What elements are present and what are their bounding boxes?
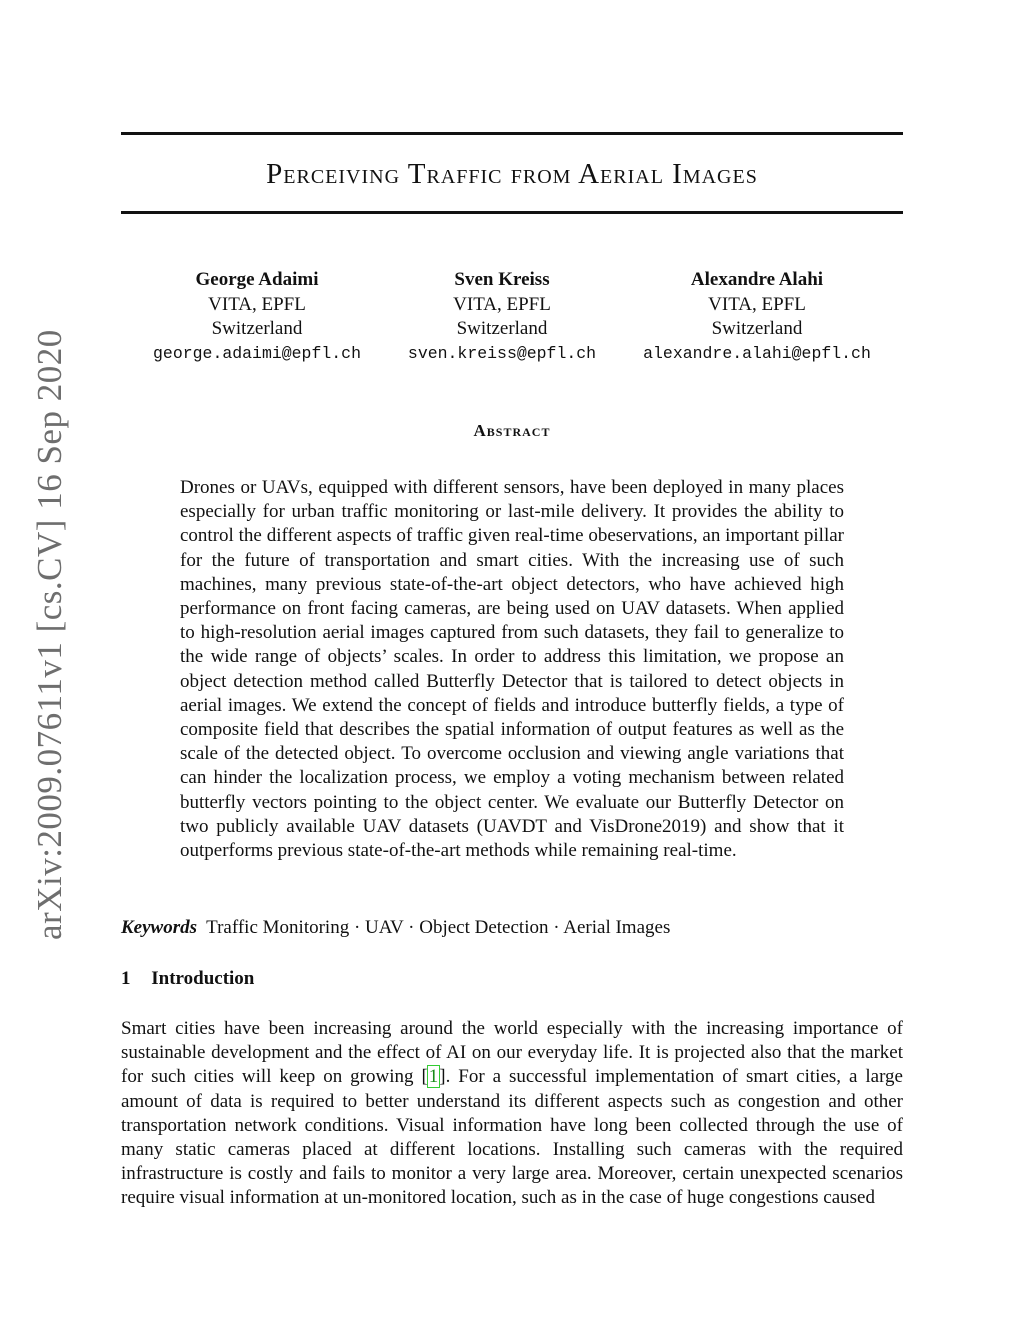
author-email[interactable]: alexandre.alahi@epfl.ch — [643, 343, 871, 363]
keywords-line — [121, 917, 903, 939]
author-country: Switzerland — [711, 318, 803, 339]
title-rule-bottom — [121, 211, 903, 214]
section-title: Introduction — [151, 968, 255, 989]
intro-text-part-2: ]. For a successful implementation of smart cities, a large amount of data is required to better understand its different aspects such as congestion and other transportation network conditions. Visual information have long been collected through the use of many static cameras placed at different locations. Installing such cameras with the required infrastructure is costly and fails to monitor a very large area. Moreover, certain unexpected scenarios require visual information at un-monitored location, such as in the case of huge congestions caused — [121, 1066, 903, 1209]
author-2 — [372, 268, 632, 366]
author-name: Sven Kreiss — [454, 269, 550, 290]
keywords-text: Traffic Monitoring · UAV · Object Detection · Aerial Images — [206, 917, 671, 938]
author-affiliation: VITA, EPFL — [708, 293, 806, 315]
author-3 — [627, 268, 887, 366]
section-heading — [121, 968, 254, 990]
author-affiliation: VITA, EPFL — [453, 293, 551, 315]
paper-title: Perceiving Traffic from Aerial Images — [266, 158, 758, 190]
section-number: 1 — [121, 968, 131, 989]
arxiv-identifier: arXiv:2009.07611v1 [cs.CV] 16 Sep 2020 — [30, 329, 69, 940]
author-1 — [127, 268, 387, 366]
author-name: Alexandre Alahi — [690, 269, 824, 290]
citation-link[interactable]: 1 — [428, 1066, 439, 1088]
author-email[interactable]: sven.kreiss@epfl.ch — [407, 343, 597, 363]
abstract-text: Drones or UAVs, equipped with different sensors, have been deployed in many places especially for urban traffic monitoring or last-mile delivery. It provides the ability to control the different aspects of traffic given real-time obeservations, an important pillar for the future of transportation and smart cities. With the increasing use of such machines, many previous state-of-the-art object detectors, who have achieved high performance on front facing cameras, are being used on UAV datasets. When applied to high-resolution aerial images captured from such datasets, they fail to generalize to the wide range of objects’ scales. In order to address this limitation, we propose an object detection method called Butterfly Detector that is tailored to detect objects in aerial images. We extend the concept of fields and introduce butterfly fields, a type of composite field that describes the spatial information of output features as well as the scale of the detected object. To overcome occlusion and viewing angle variations that can hinder the localization process, we employ a voting mechanism between related butterfly vectors pointing to the object center. We evaluate our Butterfly Detector on two publicly available UAV datasets (UAVDT and VisDrone2019) and show that it outperforms previous state-of-the-art methods while remaining real-time. — [180, 477, 844, 862]
author-email[interactable]: george.adaimi@epfl.ch — [153, 343, 361, 363]
author-country: Switzerland — [456, 318, 548, 339]
abstract-heading: Abstract — [473, 421, 551, 440]
keywords-label: Keywords — [121, 917, 197, 938]
author-name: George Adaimi — [195, 269, 319, 290]
author-affiliation: VITA, EPFL — [208, 293, 306, 315]
introduction-text — [121, 1017, 903, 1211]
intro-text-part-1: Smart cities have been increasing around the world especially with the increasing importance of sustainable development and the effect of AI on our everyday life. It is projected also that the market for such cities will keep on growing [ — [121, 1018, 903, 1088]
title-rule-top — [121, 132, 903, 135]
author-country: Switzerland — [211, 318, 303, 339]
